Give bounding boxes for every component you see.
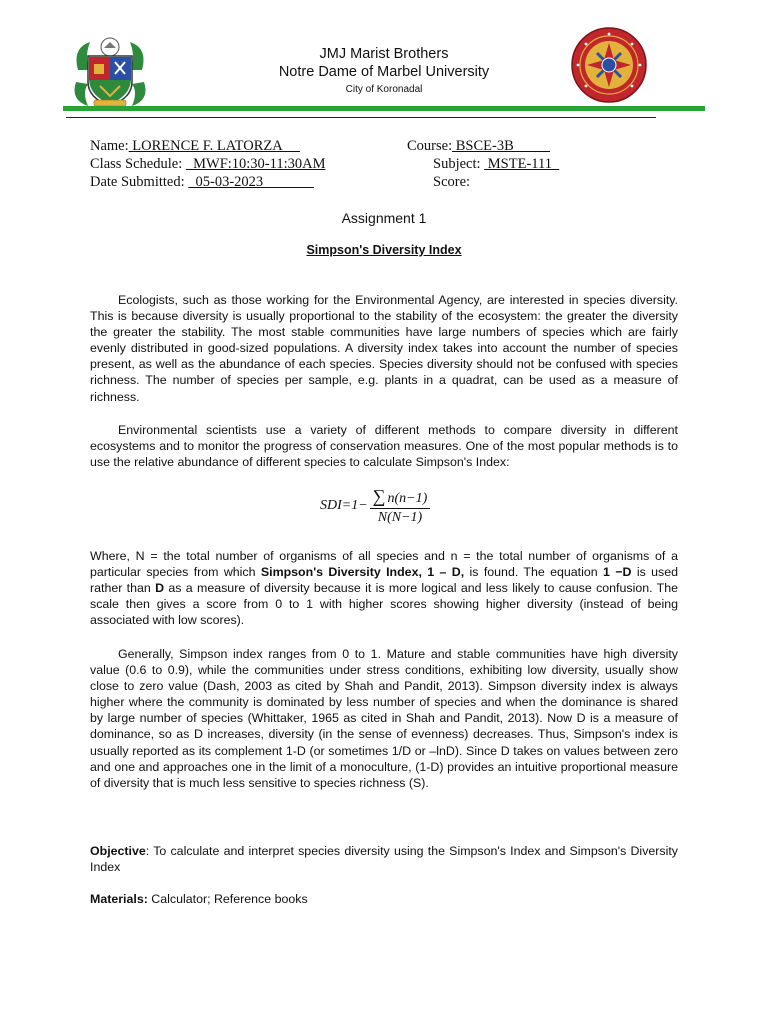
course-label: Course: xyxy=(407,138,453,154)
subject-row xyxy=(433,155,559,173)
formula-fraction xyxy=(370,486,431,526)
objective-label: Objective xyxy=(90,844,146,858)
materials-label: Materials: xyxy=(90,892,148,906)
score-label: Score: xyxy=(433,174,471,190)
p3-text-e: is used rather than xyxy=(90,565,679,596)
materials-text: Calculator; Reference books xyxy=(147,892,308,906)
objective-text: : To calculate and interpret species diversity using the Simpson's Index and Simpson's Diversity Index xyxy=(90,844,678,875)
date-row xyxy=(90,173,314,191)
course-value: BSCE-3B xyxy=(452,138,550,154)
header-green-rule xyxy=(63,106,705,111)
formula-numerator-text: n(n−1) xyxy=(387,491,428,506)
p3-text-a: Where, N = the total number of organisms of all species and n = the total number of organisms of a particular species from which xyxy=(90,549,678,580)
score-row xyxy=(433,173,470,191)
materials-paragraph xyxy=(90,891,678,907)
objective-paragraph xyxy=(90,843,678,875)
p3-bold-equation: 1 −D xyxy=(603,565,632,580)
name-row xyxy=(90,137,300,155)
paragraph-1: Ecologists, such as those working for the Environmental Agency, are interested in species diversity. This is because diversity is usually proportional to the stability of the ecosystem: the greater the diversity the greater the stability. The most stable communities have large numbers of species which are fairly evenly distributed in good-sized populations. A diversity index takes into account the number of species present, as well as the abundance of each species. Species diversity should not be confused with species richness. The number of species per sample, e.g. plants in a quadrat, can be used as a measure of richness. xyxy=(90,293,678,404)
p3-bold-d: D xyxy=(155,581,165,596)
p3-text-g: as a measure of diversity because it is more logical and less likely to cause confusion. The scale then gives a score from 0 to 1 with higher scores showing higher diversity (instead of being associated with low scores). xyxy=(90,581,678,628)
paragraph-2: Environmental scientists use a variety of different methods to compare diversity in different ecosystems and to monitor the progress of conservation measures. One of the most popular methods is to use the relative abundance of different species to calculate Simpson's Index: xyxy=(90,423,678,470)
org-line-2: Notre Dame of Marbel University xyxy=(278,64,490,80)
name-value: LORENCE F. LATORZA xyxy=(128,138,301,154)
date-value: 05-03-2023 xyxy=(188,174,314,190)
p3-bold-index: Simpson's Diversity Index, 1 – D, xyxy=(260,565,465,580)
paragraph-4: Generally, Simpson index ranges from 0 to 1. Mature and stable communities have high diversity value (0.6 to 0.9), while the communities under stress conditions, exhibiting low diversity, usually show close to zero value (Dash, 2003 as cited by Shah and Pandit, 2013). Simpson diversity index is always higher where the community is dominated by less number of species and when the dominance is shared by large number of species (Whittaker, 1965 as cited in Shah and Pandit, 2013). Now D is a measure of dominance, so as D increases, diversity (in the sense of evenness) decreases. Thus, Simpson's index is usually reported as its complement 1-D (or sometimes 1/D or –lnD). Since D takes on values between zero and one and approaches one in the limit of a monoculture, (1-D) provides an intuitive proportional measure of diversity that is much less sensitive to species richness (S). xyxy=(90,647,678,790)
letterhead xyxy=(0,45,768,97)
subject-label: Subject: xyxy=(433,156,481,172)
course-row xyxy=(407,137,550,155)
formula-denominator: N(N−1) xyxy=(377,510,423,525)
subject-value: MSTE-111 xyxy=(484,156,560,172)
schedule-value: MWF:10:30-11:30AM xyxy=(185,156,326,172)
paragraph-3 xyxy=(90,548,678,628)
date-label: Date Submitted: xyxy=(90,174,185,190)
schedule-row xyxy=(90,155,326,173)
formula-sum-symbol: ∑ xyxy=(372,486,386,506)
sdi-formula xyxy=(320,486,430,526)
header-black-rule xyxy=(66,117,656,118)
formula-lhs: SDI=1− xyxy=(320,498,368,513)
org-line-1: JMJ Marist Brothers xyxy=(319,46,449,62)
formula-numerator xyxy=(370,486,431,509)
city-line: City of Koronadal xyxy=(345,84,423,95)
schedule-label: Class Schedule: xyxy=(90,156,183,172)
p3-text-c: is found. The equation xyxy=(464,565,604,580)
document-subtitle: Simpson's Diversity Index xyxy=(306,243,462,257)
name-label: Name: xyxy=(90,138,129,154)
assignment-title: Assignment 1 xyxy=(341,210,427,226)
